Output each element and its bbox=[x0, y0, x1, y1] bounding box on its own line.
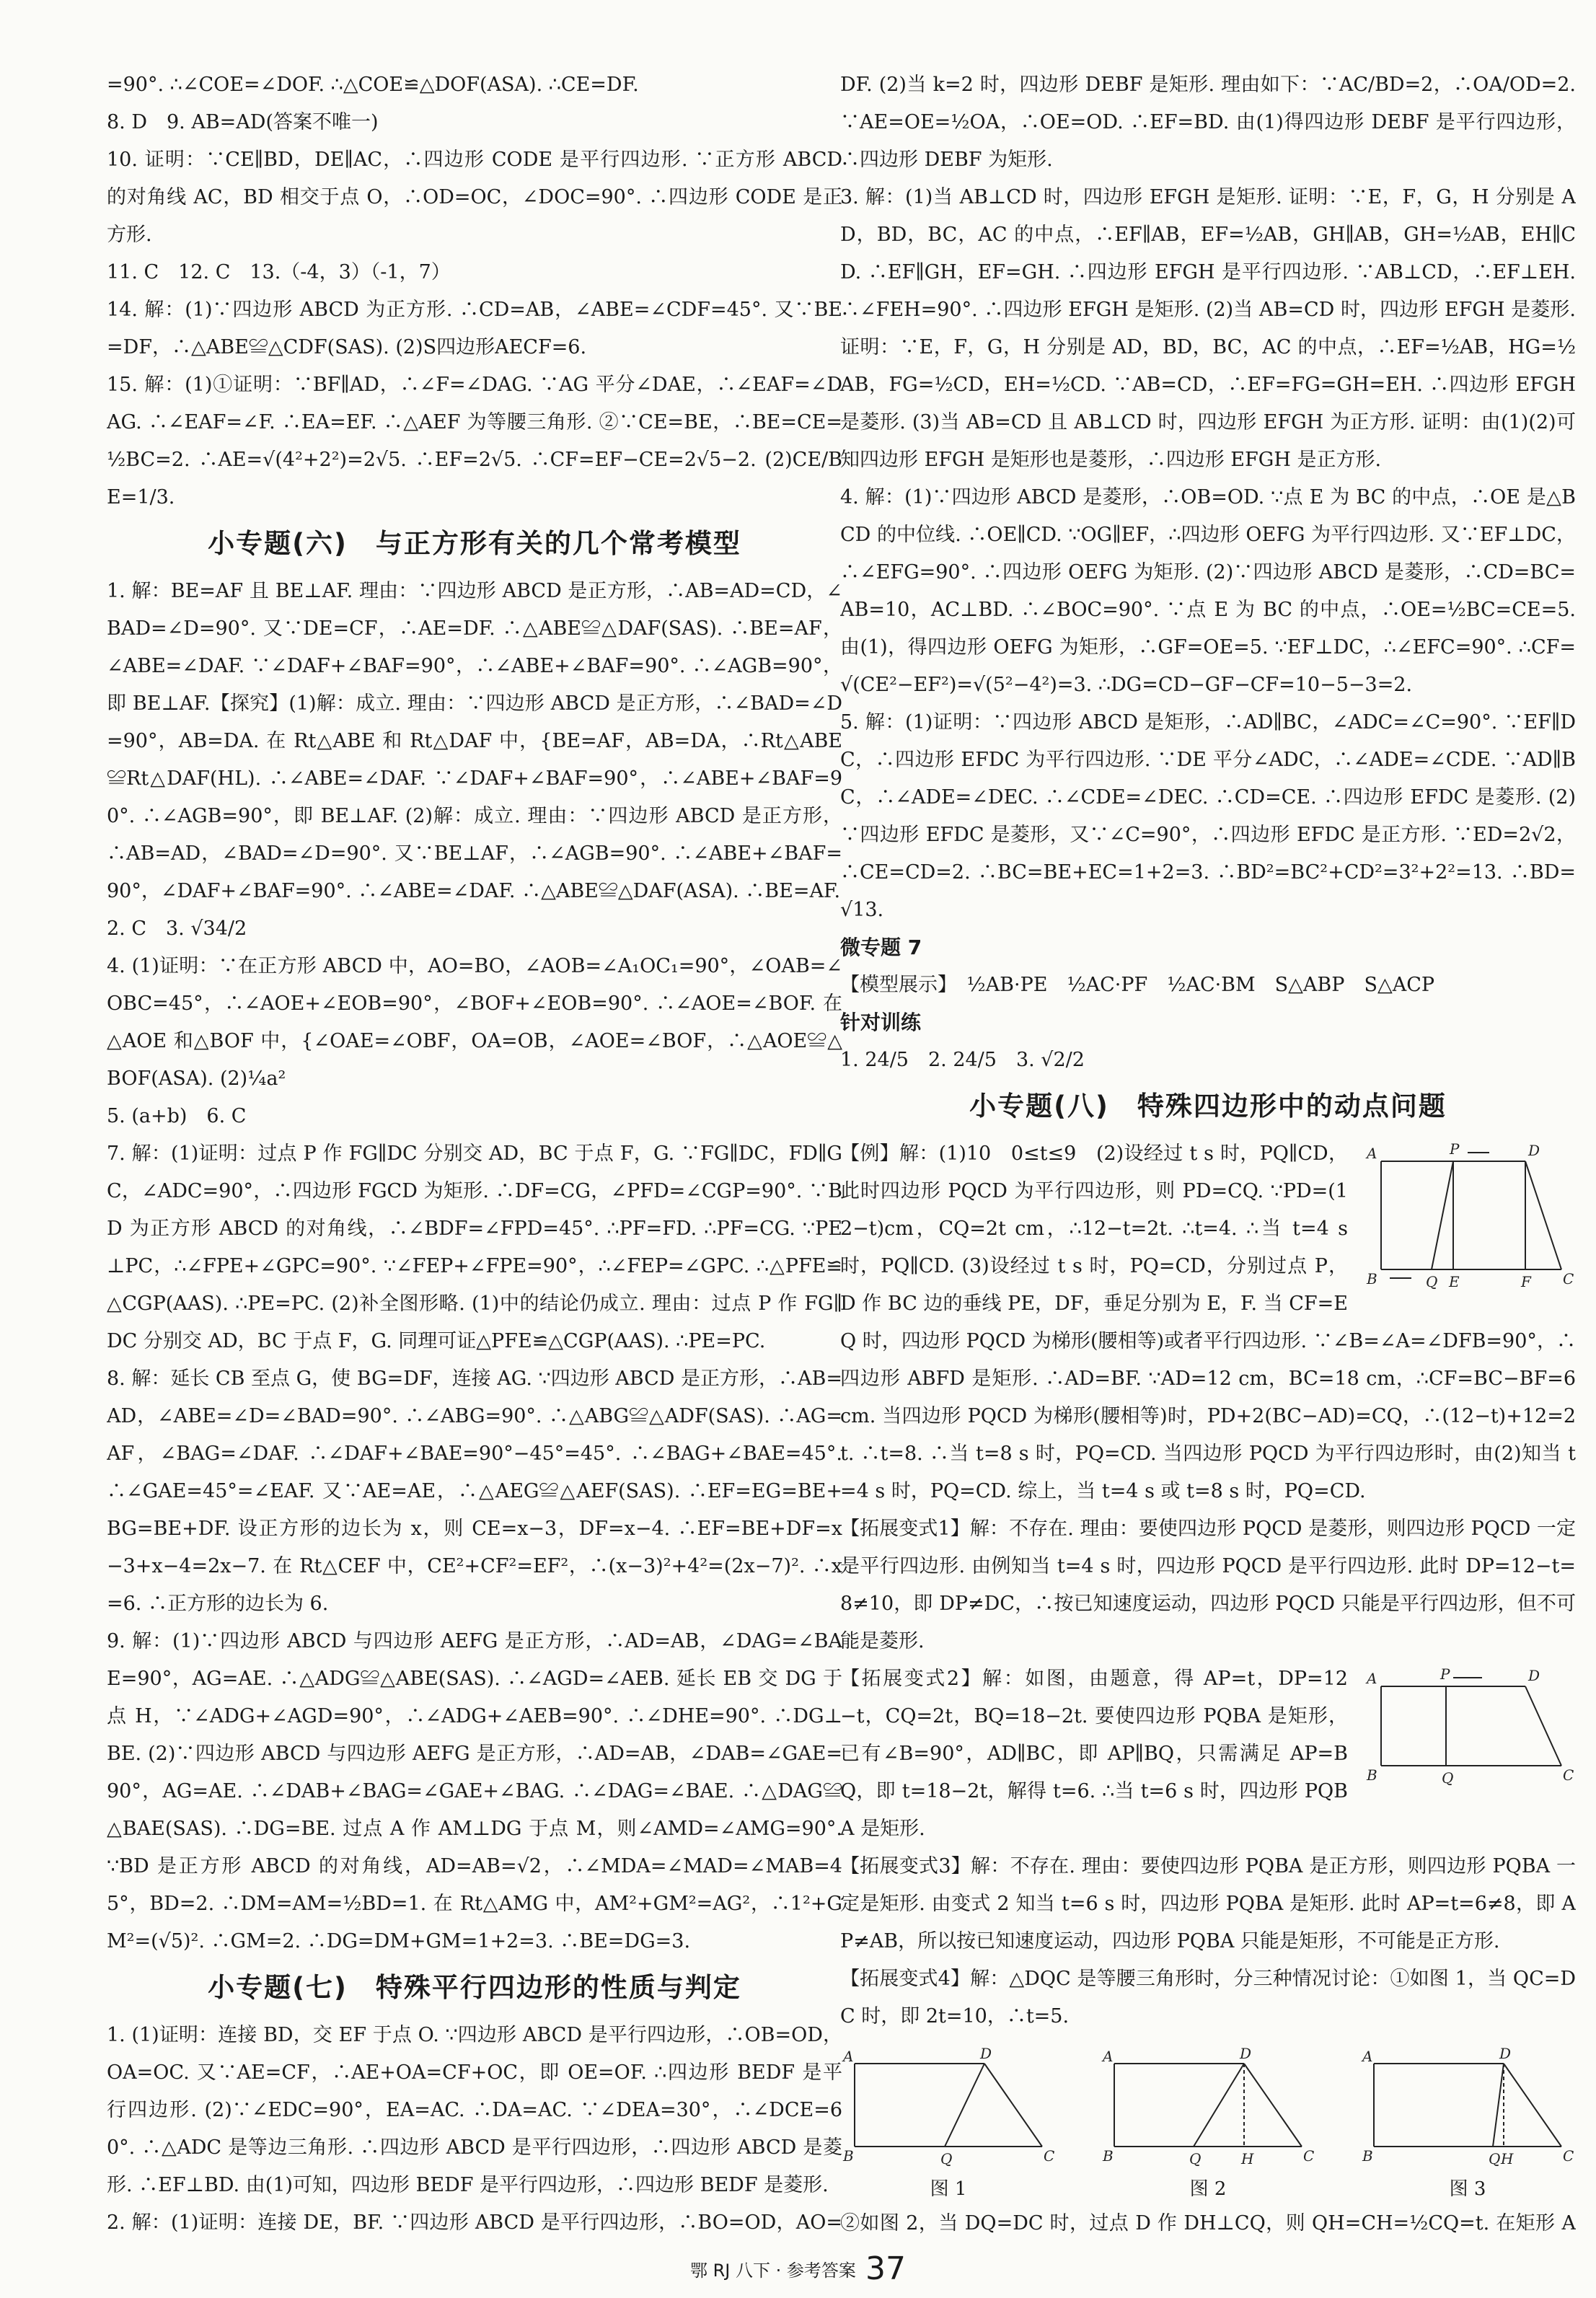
answer-paragraph: 【拓展变式2】解：如图，由题意，得 AP=t，DP=12−t，CQ=2t，BQ=18−2t. 要使四边形 PQBA 是矩形，已有∠B=90°，AD∥BC，即 AP∥BQ，只需满足 AP=BQ，即 t=18−2t，解得 t=6. ∴当 t=6 s 时，四边形 PQBA 是矩形. bbox=[840, 1668, 1348, 1840]
segment-dq bbox=[1493, 2064, 1504, 2147]
variant4-figure-2 bbox=[1100, 2046, 1316, 2201]
sub-heading: 微专题 7 bbox=[840, 936, 922, 959]
answer-paragraph: ②如图 2，当 DQ=DC 时，过点 D 作 DH⊥CQ，则 QH=CH=½CQ=t. 在矩形 A bbox=[840, 2212, 1576, 2235]
right-column bbox=[840, 66, 1576, 2237]
answer-paragraph: 5. (a+b) 6. C bbox=[107, 1105, 247, 1127]
answer-paragraph: =90°. ∴∠COE=∠DOF. ∴△COE≌△DOF(ASA). ∴CE=DF. bbox=[107, 74, 639, 96]
answer-paragraph: 4. (1)证明：∵在正方形 ABCD 中，AO=BO，∠AOB=∠A₁OC₁=90°，∠OAB=∠OBC=45°，∴∠AOE+∠EOB=90°，∠BOF+∠EOB=90°. ∴∠AOE=∠BOF. 在△AOE 和△BOF 中，{∠OAE=∠OBF，OA=OB，∠AOE=∠BOF，∴△AOE≌△BOF(ASA). (2)¼a² bbox=[107, 955, 842, 1090]
label-b: B bbox=[1367, 1766, 1377, 1784]
answer-paragraph: 4. 解：(1)∵四边形 ABCD 是菱形，∴OB=OD. ∵点 E 为 BC 的中点，∴OE 是△BCD 的中位线. ∴OE∥CD. ∵OG∥EF，∴四边形 OEFG 为平行四边形. 又∵EF⊥DC，∴∠EFG=90°. ∴四边形 OEFG 为矩形. (2)∵四边形 ABCD 是菱形，∴CD=BC=AB=10，AC⊥BD. ∴∠BOC=90°. ∵点 E 为 BC 的中点，∴OE=½BC=CE=5. 由(1)，得四边形 OEFG 为矩形，∴GF=OE=5. ∵EF⊥DC，∴∠EFC=90°. ∴CF=√(CE²−EF²)=√(5²−4²)=3. ∴DG=CD−GF−CF=10−5−3=2. bbox=[840, 486, 1576, 696]
label-c: C bbox=[1044, 2147, 1055, 2165]
label-a: A bbox=[843, 2048, 854, 2065]
label-q: Q bbox=[1426, 1273, 1438, 1290]
label-b: B bbox=[1103, 2147, 1114, 2165]
left-column bbox=[107, 66, 842, 2237]
variant2-figure bbox=[1359, 1665, 1576, 1790]
footer-label: 鄂 RJ 八下 · 参考答案 bbox=[690, 2260, 856, 2281]
answer-paragraph: 9. 解：(1)∵四边形 ABCD 与四边形 AEFG 是正方形，∴AD=AB，∠DAG=∠BAE=90°，AG=AE. ∴△ADG≌△ABE(SAS). ∴∠AGD=∠AEB. 延长 EB 交 DG 于点 H，∵∠ADG+∠AGD=90°，∴∠ADG+∠AEB=90°. ∴∠DHE=90°. ∴DG⊥BE. (2)∵四边形 ABCD 与四边形 AEFG 是正方形，∴AD=AB，∠DAB=∠GAE=90°，AG=AE. ∴∠DAB+∠BAG=∠GAE+∠BAG. ∴∠DAG=∠BAE. ∴△DAG≌△BAE(SAS). ∴DG=BE. 过点 A 作 AM⊥DG 于点 M，则∠AMD=∠AMG=90°. ∵BD 是正方形 ABCD 的对角线，AD=AB=√2，∴∠MDA=∠MAD=∠MAB=45°，BD=2. ∴DM=AM=½BD=1. 在 Rt△AMG 中，AM²+GM²=AG²，∴1²+GM²=(√5)². ∴GM=2. ∴DG=DM+GM=1+2=3. ∴BE=DG=3. bbox=[107, 1630, 842, 1953]
label-f: F bbox=[1521, 1273, 1531, 1290]
example-figure bbox=[1359, 1140, 1576, 1294]
label-d: D bbox=[1528, 1142, 1540, 1159]
variant4-figure-1 bbox=[840, 2046, 1057, 2201]
side-dc bbox=[1504, 2064, 1561, 2147]
sub-heading: 针对训练 bbox=[840, 1011, 922, 1034]
variant4-figure-svg bbox=[1100, 2046, 1316, 2168]
answer-paragraph: 【例】解：(1)10 0≤t≤9 (2)设经过 t s 时，PQ∥CD，此时四边形 PQCD 为平行四边形，则 PD=CQ. ∵PD=(12−t)cm，CQ=2t cm，∴12−t=2t. ∴t=4. ∴当 t=4 s 时，PQ∥CD. (3)设经过 t s 时，PQ=CD，分别过点 P，D 作 BC 边的垂线 PE，DF，垂足分别为 E，F. 当 CF=EQ 时，四边形 PQCD 为梯形(腰相等)或者平行四边形. ∵∠B=∠A=∠DFB=90°，∴四边形 ABFD 是矩形. ∴AD=BF. ∵AD=12 cm，BC=18 cm，∴CF=BC−BF=6 cm. 当四边形 PQCD 为梯形(腰相等)时，PD+2(BC−AD)=CQ，∴(12−t)+12=2t. ∴t=8. ∴当 t=8 s 时，PQ=CD. 当四边形 PQCD 为平行四边形时，由(2)知当 t=4 s 时，PQ=CD. 综上，当 t=4 s 或 t=8 s 时，PQ=CD. bbox=[840, 1143, 1576, 1502]
segment-dq bbox=[1194, 2064, 1244, 2147]
answer-paragraph: 15. 解：(1)①证明：∵BF∥AD，∴∠F=∠DAG. ∵AG 平分∠DAE，∴∠EAF=∠DAG. ∴∠EAF=∠F. ∴EA=EF. ∴△AEF 为等腰三角形. ②∵CE=BE，∴BE=CE=½BC=2. ∴AE=√(4²+2²)=2√5. ∴EF=2√5. ∴CF=EF−CE=2√5−2. (2)CE/BE=1/3. bbox=[107, 374, 842, 509]
side-dc bbox=[1525, 1161, 1561, 1269]
label-b: B bbox=[1367, 1270, 1377, 1287]
answer-paragraph: 14. 解：(1)∵四边形 ABCD 为正方形. ∴CD=AB，∠ABE=∠CDF=45°. 又∵BE=DF，∴△ABE≌△CDF(SAS). (2)S四边形AECF=6. bbox=[107, 299, 842, 358]
variant4-figure-svg bbox=[840, 2046, 1057, 2168]
label-c: C bbox=[1303, 2147, 1315, 2165]
answer-paragraph: 2. 解：(1)证明：连接 DE，BF. ∵四边形 ABCD 是平行四边形，∴BO=OD，AO= bbox=[107, 2211, 842, 2234]
label-h: H bbox=[1241, 2150, 1254, 2167]
figure-caption: 图 1 bbox=[930, 2178, 967, 2200]
segment-dq bbox=[945, 2064, 984, 2147]
variant4-figures bbox=[840, 2046, 1576, 2201]
label-e: E bbox=[1449, 1273, 1460, 1290]
side-dc bbox=[984, 2064, 1042, 2147]
side-dc bbox=[1244, 2064, 1302, 2147]
label-a: A bbox=[1367, 1145, 1377, 1162]
label-q: Q bbox=[1489, 2150, 1501, 2167]
side-dc bbox=[1525, 1686, 1561, 1766]
answer-paragraph: 1. 24/5 2. 24/5 3. √2/2 bbox=[840, 1049, 1085, 1071]
label-p: P bbox=[1440, 1665, 1450, 1683]
variant4-figure-svg bbox=[1359, 2046, 1576, 2168]
figure-caption: 图 2 bbox=[1189, 2178, 1227, 2200]
segment-pq bbox=[1432, 1161, 1453, 1269]
example-figure-svg bbox=[1359, 1140, 1576, 1291]
variant4-figure-3 bbox=[1359, 2046, 1576, 2201]
label-c: C bbox=[1563, 1270, 1574, 1287]
section-heading: 小专题(七) 特殊平行四边形的性质与判定 bbox=[208, 1972, 741, 2003]
label-q: Q bbox=[1442, 1769, 1454, 1787]
answer-paragraph: DF. (2)当 k=2 时，四边形 DEBF 是矩形. 理由如下：∵AC/BD=2，∴OA/OD=2. ∵AE=OE=½OA，∴OE=OD. ∴EF=BD. 由(1)得四边形 DEBF 是平行四边形，∴四边形 DEBF 为矩形. bbox=[840, 74, 1576, 171]
label-p: P bbox=[1450, 1140, 1460, 1158]
answer-paragraph: 8. D 9. AB=AD(答案不唯一) bbox=[107, 111, 379, 133]
label-c: C bbox=[1563, 1766, 1574, 1784]
answer-paragraph: 2. C 3. √34/2 bbox=[107, 917, 247, 940]
label-a: A bbox=[1362, 2048, 1373, 2065]
answer-paragraph: 【拓展变式3】解：不存在. 理由：要使四边形 PQBA 是正方形，则四边形 PQBA 一定是矩形. 由变式 2 知当 t=6 s 时，四边形 PQBA 是矩形. 此时 AP=t=6≠8，即 AP≠AB，所以按已知速度运动，四边形 PQBA 只能是矩形，不可能是正方形. bbox=[840, 1855, 1576, 1953]
label-a: A bbox=[1103, 2048, 1114, 2065]
section-heading: 小专题(六) 与正方形有关的几个常考模型 bbox=[208, 528, 741, 559]
label-d: D bbox=[1499, 2046, 1512, 2062]
label-q: Q bbox=[1189, 2150, 1202, 2167]
answer-paragraph: 1. (1)证明：连接 BD，交 EF 于点 O. ∵四边形 ABCD 是平行四边形，∴OB=OD，OA=OC. 又∵AE=CF，∴AE+OA=CF+OC，即 OE=OF. ∴四边形 BEDF 是平行四边形. (2)∵∠EDC=90°，EA=AC. ∴DA=AC. ∵∠DEA=30°，∴∠DCE=60°. ∴△ADC 是等边三角形. ∴四边形 ABCD 是平行四边形，∴四边形 ABCD 是菱形. ∴EF⊥BD. 由(1)可知，四边形 BEDF 是平行四边形，∴四边形 BEDF 是菱形. bbox=[107, 2024, 842, 2196]
answer-paragraph: 5. 解：(1)证明：∵四边形 ABCD 是矩形，∴AD∥BC，∠ADC=∠C=90°. ∵EF∥DC，∴四边形 EFDC 为平行四边形. ∵DE 平分∠ADC，∴∠ADE=∠CDE. ∵AD∥BC，∴∠ADE=∠DEC. ∴∠CDE=∠DEC. ∴CD=CE. ∴四边形 EFDC 是菱形. (2)∵四边形 EFDC 是菱形，又∵∠C=90°，∴四边形 EFDC 是正方形. ∵ED=2√2，∴CE=CD=2. ∴BC=BE+EC=1+2=3. ∴BD²=BC²+CD²=3²+2²=13. ∴BD=√13. bbox=[840, 711, 1576, 921]
label-d: D bbox=[980, 2046, 992, 2062]
label-b: B bbox=[1362, 2147, 1373, 2165]
page-footer bbox=[0, 2250, 1596, 2287]
label-d: D bbox=[1528, 1667, 1540, 1684]
section-heading: 小专题(八) 特殊四边形中的动点问题 bbox=[969, 1091, 1447, 1122]
answer-paragraph: 11. C 12. C 13.（-4，3）（-1，7） bbox=[107, 261, 451, 283]
answer-paragraph: 10. 证明：∵CE∥BD，DE∥AC，∴四边形 CODE 是平行四边形. ∵正方形 ABCD 的对角线 AC，BD 相交于点 O，∴OD=OC，∠DOC=90°. ∴四边形 CODE 是正方形. bbox=[107, 149, 842, 246]
page-number: 37 bbox=[865, 2250, 906, 2287]
answer-paragraph: 1. 解：BE=AF 且 BE⊥AF. 理由：∵四边形 ABCD 是正方形，∴AB=AD=CD，∠BAD=∠D=90°. 又∵DE=CF，∴AE=DF. ∴△ABE≌△DAF(SAS). ∴BE=AF，∠ABE=∠DAF. ∵∠DAF+∠BAF=90°，∴∠ABE+∠BAF=90°. ∴∠AGB=90°，即 BE⊥AF.【探究】(1)解：成立. 理由：∵四边形 ABCD 是正方形，∴∠BAD=∠D=90°，AB=DA. 在 Rt△ABE 和 Rt△DAF 中，{BE=AF，AB=DA，∴Rt△ABE≌Rt△DAF(HL). ∴∠ABE=∠DAF. ∵∠DAF+∠BAF=90°，∴∠ABE+∠BAF=90°. ∴∠AGB=90°，即 BE⊥AF. (2)解：成立. 理由：∵四边形 ABCD 是正方形，∴AB=AD，∠BAD=∠D=90°. 又∵BE⊥AF，∴∠AGB=90°. ∴∠ABE+∠BAF=90°，∠DAF+∠BAF=90°. ∴∠ABE=∠DAF. ∴△ABE≌△DAF(ASA). ∴BE=AF. bbox=[107, 580, 842, 902]
answer-paragraph: 3. 解：(1)当 AB⊥CD 时，四边形 EFGH 是矩形. 证明：∵E，F，G，H 分别是 AD，BD，BC，AC 的中点，∴EF∥AB，EF=½AB，GH∥AB，GH=½AB，EH∥CD. ∴EF∥GH，EF=GH. ∴四边形 EFGH 是平行四边形. ∵AB⊥CD，∴EF⊥EH. ∴∠FEH=90°. ∴四边形 EFGH 是矩形. (2)当 AB=CD 时，四边形 EFGH 是菱形. 证明：∵E，F，G，H 分别是 AD，BD，BC，AC 的中点，∴EF=½AB，HG=½AB，FG=½CD，EH=½CD. ∵AB=CD，∴EF=FG=GH=EH. ∴四边形 EFGH 是菱形. (3)当 AB=CD 且 AB⊥CD 时，四边形 EFGH 为正方形. 证明：由(1)(2)可知四边形 EFGH 是矩形也是菱形，∴四边形 EFGH 是正方形. bbox=[840, 186, 1576, 471]
answer-paragraph: 8. 解：延长 CB 至点 G，使 BG=DF，连接 AG. ∵四边形 ABCD 是正方形，∴AB=AD，∠ABE=∠D=∠BAD=90°. ∴∠ABG=90°. ∴△ABG≌△ADF(SAS). ∴AG=AF，∠BAG=∠DAF. ∴∠DAF+∠BAE=90°−45°=45°. ∴∠BAG+∠BAE=45°. ∴∠GAE=45°=∠EAF. 又∵AE=AE，∴△AEG≌△AEF(SAS). ∴EF=EG=BE+BG=BE+DF. 设正方形的边长为 x，则 CE=x−3，DF=x−4. ∴EF=BE+DF=x−3+x−4=2x−7. 在 Rt△CEF 中，CE²+CF²=EF²，∴(x−3)²+4²=(2x−7)². ∴x=6. ∴正方形的边长为 6. bbox=[107, 1368, 842, 1615]
variant2-figure-svg bbox=[1359, 1665, 1576, 1787]
label-h: H bbox=[1501, 2150, 1514, 2167]
answer-paragraph: 【拓展变式4】解：△DQC 是等腰三角形时，分三种情况讨论：①如图 1，当 QC=DC 时，即 2t=10，∴t=5. bbox=[840, 1968, 1576, 2028]
answer-paragraph: 【模型展示】 ½AB·PE ½AC·PF ½AC·BM S△ABP S△ACP bbox=[840, 974, 1435, 996]
label-d: D bbox=[1240, 2046, 1252, 2062]
label-b: B bbox=[843, 2147, 854, 2165]
answer-paragraph: 7. 解：(1)证明：过点 P 作 FG∥DC 分别交 AD，BC 于点 F，G. ∵FG∥DC，FD∥GC，∠ADC=90°，∴四边形 FGCD 为矩形. ∴DF=CG，∠PFD=∠CGP=90°. ∵BD 为正方形 ABCD 的对角线，∴∠BDF=∠FPD=45°. ∴PF=FD. ∴PF=CG. ∵PE⊥PC，∴∠FPE+∠GPC=90°. ∵∠FEP+∠FPE=90°，∴∠FEP=∠GPC. ∴△PFE≌△CGP(AAS). ∴PE=PC. (2)补全图形略. (1)中的结论仍成立. 理由：过点 P 作 FG∥DC 分别交 AD，BC 于点 F，G. 同理可证△PFE≌△CGP(AAS). ∴PE=PC. bbox=[107, 1143, 842, 1352]
label-q: Q bbox=[940, 2150, 953, 2167]
label-c: C bbox=[1563, 2147, 1574, 2165]
label-a: A bbox=[1367, 1670, 1377, 1687]
answer-paragraph: 【拓展变式1】解：不存在. 理由：要使四边形 PQCD 是菱形，则四边形 PQCD 一定是平行四边形. 由例知当 t=4 s 时，四边形 PQCD 是平行四边形. 此时 DP=12−t=8≠10，即 DP≠DC，∴按已知速度运动，四边形 PQCD 只能是平行四边形，但不可能是菱形. bbox=[840, 1518, 1576, 1652]
figure-caption: 图 3 bbox=[1449, 2178, 1486, 2200]
